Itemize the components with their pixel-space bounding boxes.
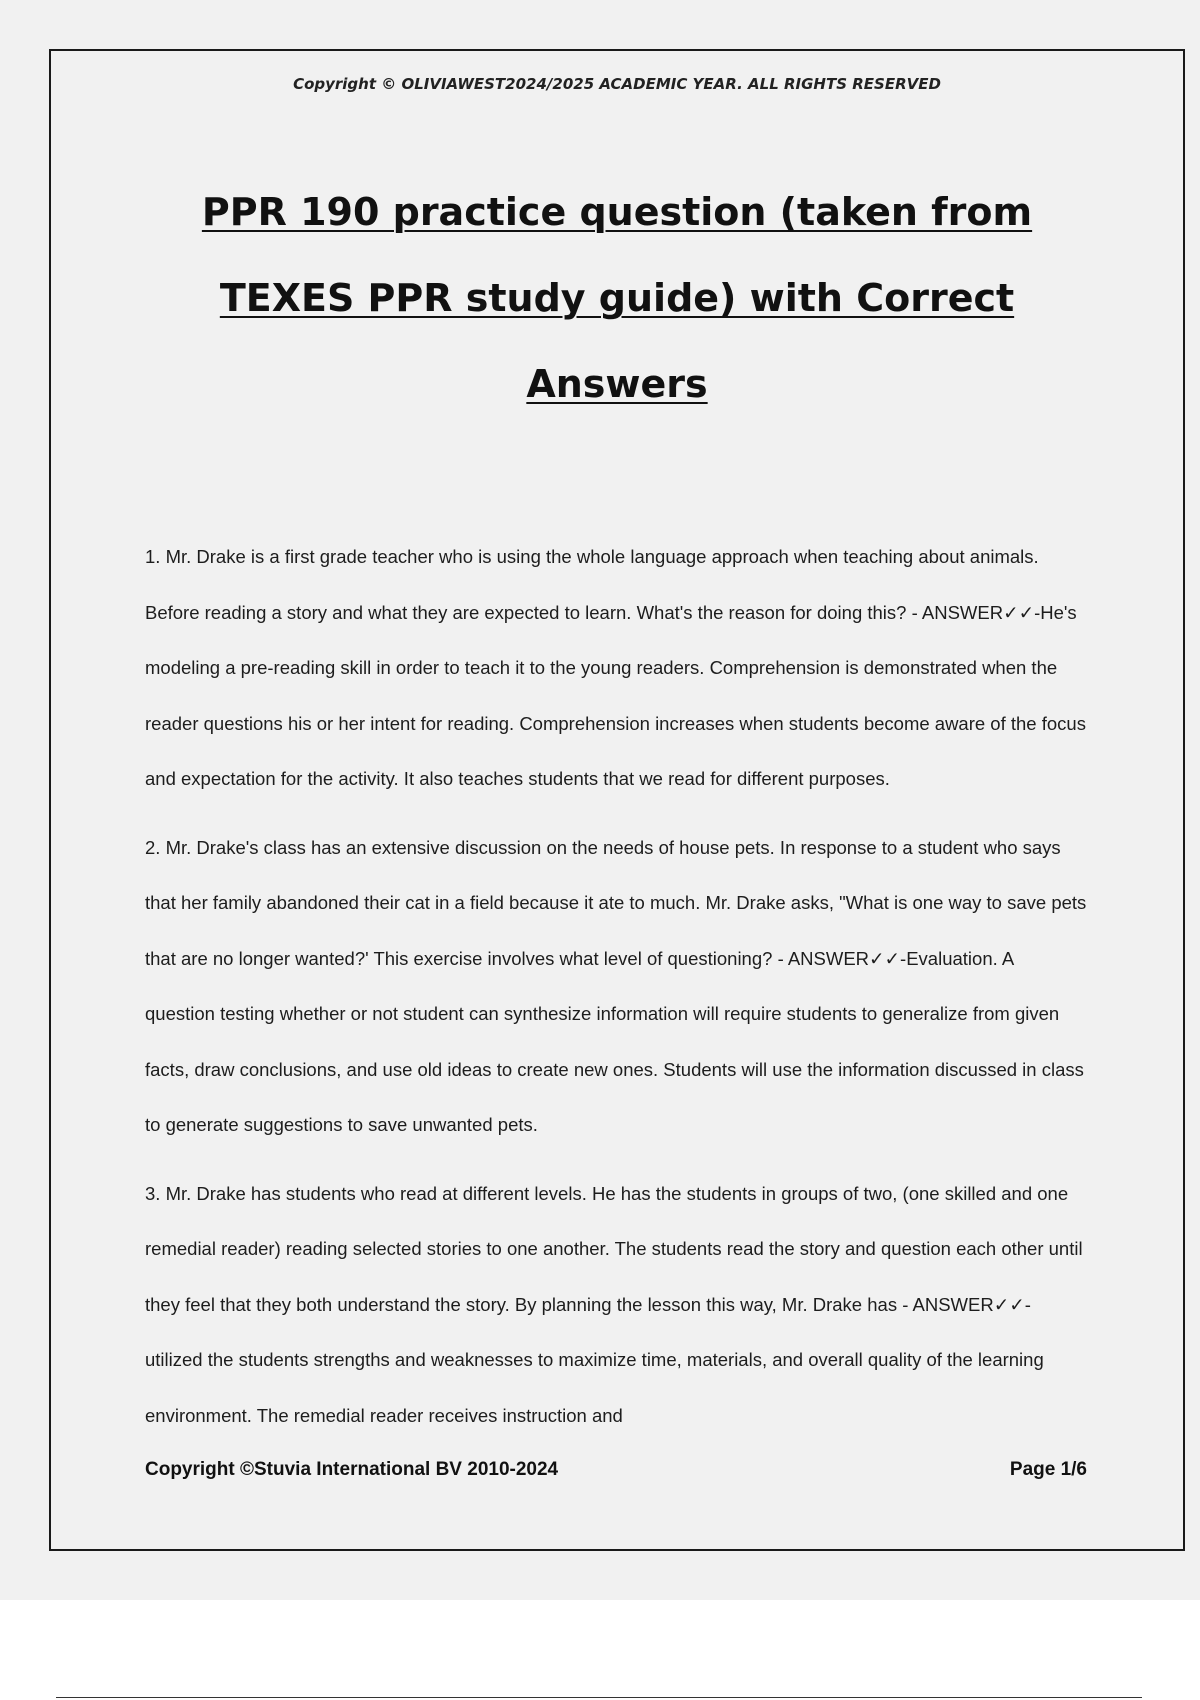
document-body — [145, 529, 1087, 1456]
question-item-1: 1. Mr. Drake is a first grade teacher who is using the whole language approach when teaching about animals. Before reading a story and what they are expected to learn. What's the reason for doing this? - ANSWER✓✓-He's modeling a pre-reading skill in order to teach it to the young readers. Comprehension is demonstrated when the reader questions his or her intent for reading. Comprehension increases when students become aware of the focus and expectation for the activity. It also teaches students that we read for different purposes. — [145, 546, 1086, 789]
question-item-2: 2. Mr. Drake's class has an extensive discussion on the needs of house pets. In response to a student who says that her family abandoned their cat in a field because it ate to much. Mr. Drake asks, "What is one way to save pets that are no longer wanted?' This exercise involves what level of questioning? - ANSWER✓✓-Evaluation. A question testing whether or not student can synthesize information will require students to generalize from given facts, draw conclusions, and use old ideas to create new ones. Students will use the information discussed in class to generate suggestions to save unwanted pets. — [145, 836, 1087, 1135]
document-title — [161, 169, 1073, 427]
document-title-text: PPR 190 practice question (taken from TEXES PPR study guide) with Correct Answers — [201, 190, 1033, 406]
question-item-3: 3. Mr. Drake has students who read at different levels. He has the students in groups of two, (one skilled and one remedial reader) reading selected stories to one another. The students read the story and question each other until they feel that they both understand the story. By planning the lesson this way, Mr. Drake has - ANSWER✓✓-utilized the students strengths and weaknesses to maximize time, materials, and overall quality of the learning environment. The remedial reader receives instruction and — [145, 1182, 1083, 1426]
page-footer — [145, 1459, 1087, 1481]
document-page — [49, 49, 1185, 1551]
page-number: Page 1/6 — [1009, 1459, 1087, 1480]
footer-copyright: Copyright ©Stuvia International BV 2010-2024 — [145, 1459, 559, 1480]
next-page-divider — [56, 1697, 1142, 1698]
header-copyright: Copyright © OLIVIAWEST2024/2025 ACADEMIC YEAR. ALL RIGHTS RESERVED — [293, 75, 941, 93]
